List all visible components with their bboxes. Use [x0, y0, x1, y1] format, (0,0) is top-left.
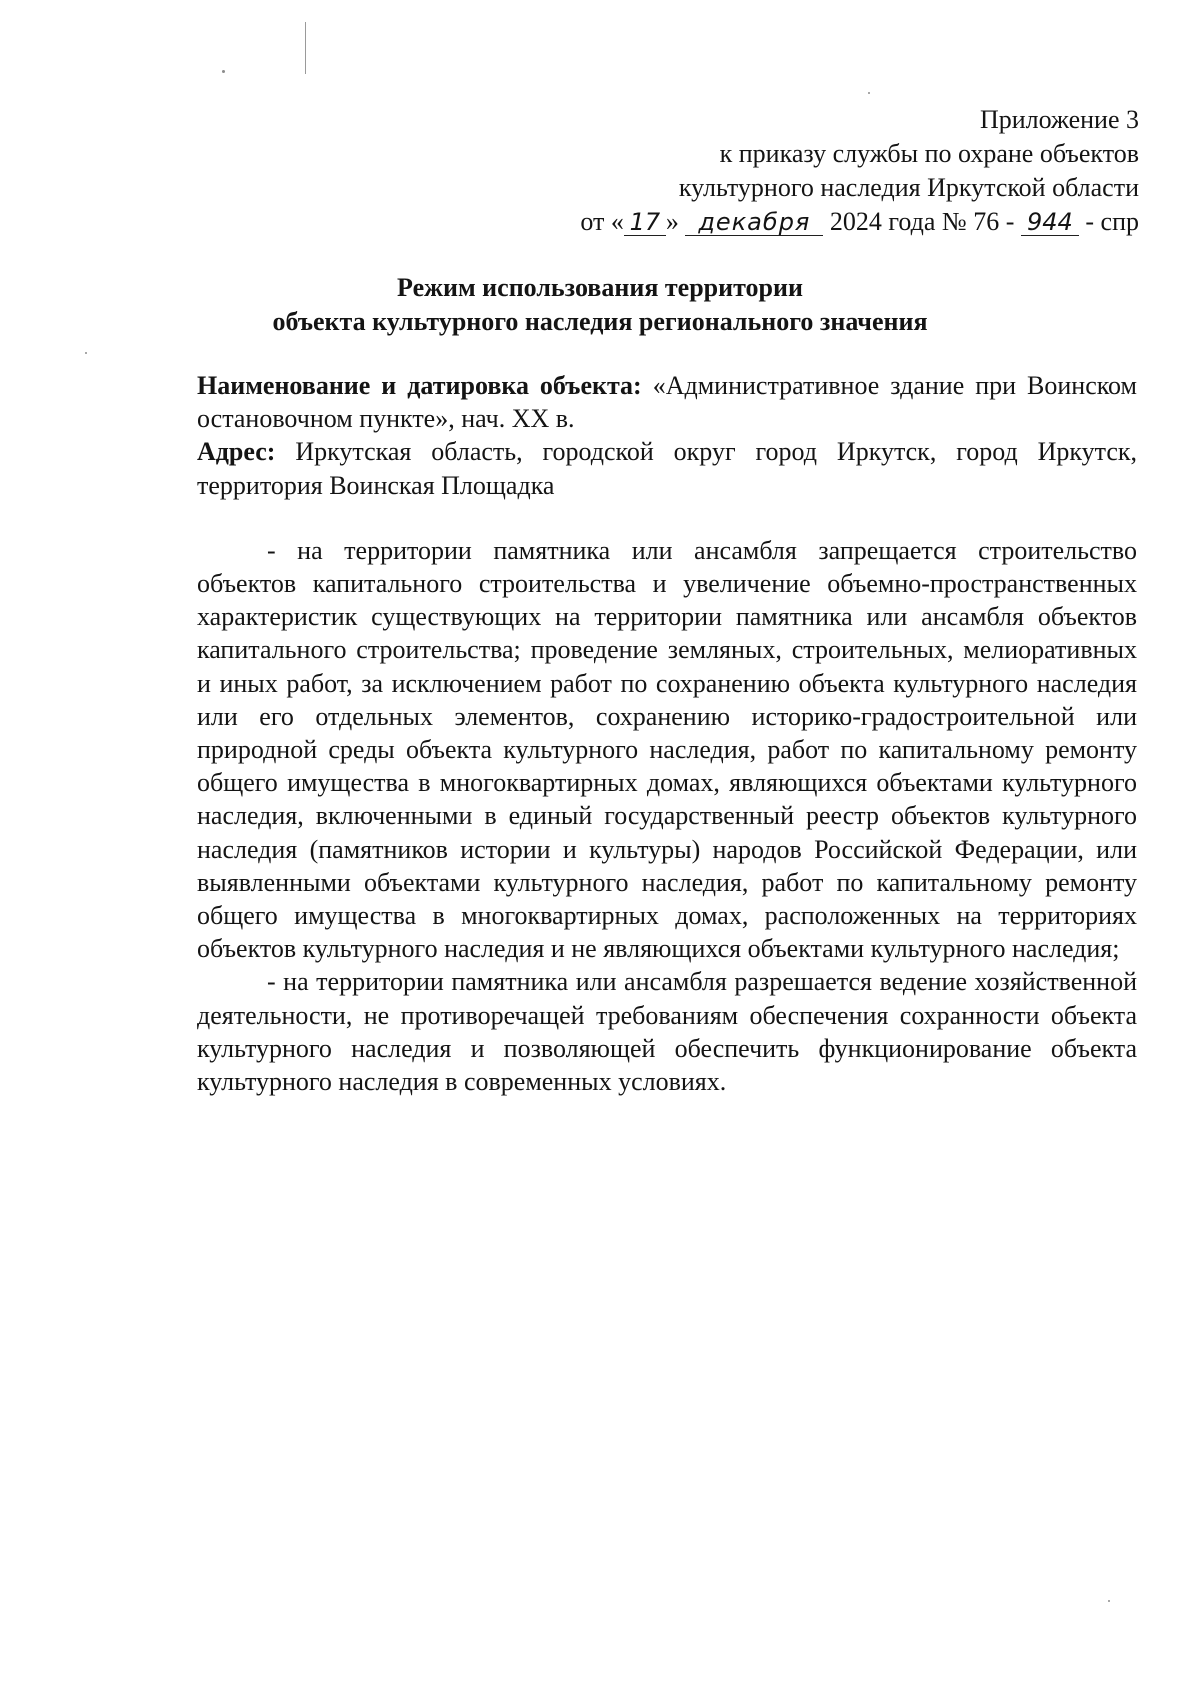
- regime-items: [197, 534, 1137, 1098]
- object-name-label: Наименование и датировка объекта:: [197, 371, 642, 400]
- date-prefix: от «: [580, 207, 624, 236]
- title-line-2: объекта культурного наследия регионального значения: [272, 307, 928, 336]
- document-body: [197, 369, 1137, 1098]
- object-name-value: «Административное здание при Воинском остановочном пункте», нач. XX в.: [197, 371, 1138, 434]
- handwritten-month: декабря: [685, 209, 823, 236]
- annex-agency: культурного наследия Иркутской области: [678, 173, 1139, 202]
- object-info: [197, 369, 1137, 502]
- object-address-value: Иркутская область, городской округ город Иркутск, город Иркутск, территория Воинская Площадка: [197, 437, 1138, 500]
- scan-speck: [1108, 1600, 1110, 1602]
- scan-speck: [868, 92, 870, 94]
- object-address-label: Адрес:: [197, 437, 276, 467]
- scan-speck: [85, 352, 87, 354]
- regime-item-permitted: - на территории памятника или ансамбля разрешается ведение хозяйственной деятельности, не противоречащей требованиям обеспечения сохранности объекта культурного наследия и позволяющей обеспечить функционирование объекта культурного наследия в современных условиях.: [197, 967, 1137, 1097]
- title-line-1: Режим использования территории: [397, 273, 803, 302]
- year-and-number-label: 2024 года № 76 -: [829, 207, 1015, 236]
- annex-order-ref: к приказу службы по охране объектов: [719, 139, 1139, 168]
- annex-title: Приложение 3: [979, 105, 1139, 134]
- scan-artifact-line: [305, 22, 306, 74]
- document-title: [0, 271, 1200, 339]
- annex-date-line: [580, 205, 1139, 239]
- object-address-paragraph: [197, 435, 1137, 501]
- order-suffix: - спр: [1085, 207, 1139, 236]
- annex-header: [580, 103, 1139, 239]
- date-quote-close: »: [665, 207, 679, 236]
- handwritten-day: 17: [624, 209, 666, 236]
- scan-speck: [222, 70, 225, 73]
- regime-item-prohibited: - на территории памятника или ансамбля запрещается строительство объектов капитального строительства и увеличение объемно-пространственных характеристик существующих на территории памятника или ансамбля объектов капитального строительства; проведение земляных, строительных, мелиоративных и иных работ, за исключением работ по сохранению объекта культурного наследия или его отдельных элементов, сохранению историко-градостроительной или природной среды объекта культурного наследия, работ по капитальному ремонту общего имущества в многоквартирных домах, являющихся объектами культурного наследия, включенными в единый государственный реестр объектов культурного наследия (памятников истории и культуры) народов Российской Федерации, или выявленными объектами культурного наследия, работ по капитальному ремонту общего имущества в многоквартирных домах, расположенных на территориях объектов культурного наследия и не являющихся объектами культурного наследия;: [197, 535, 1137, 964]
- object-name-paragraph: [197, 369, 1137, 435]
- handwritten-order-number: 944: [1021, 209, 1079, 236]
